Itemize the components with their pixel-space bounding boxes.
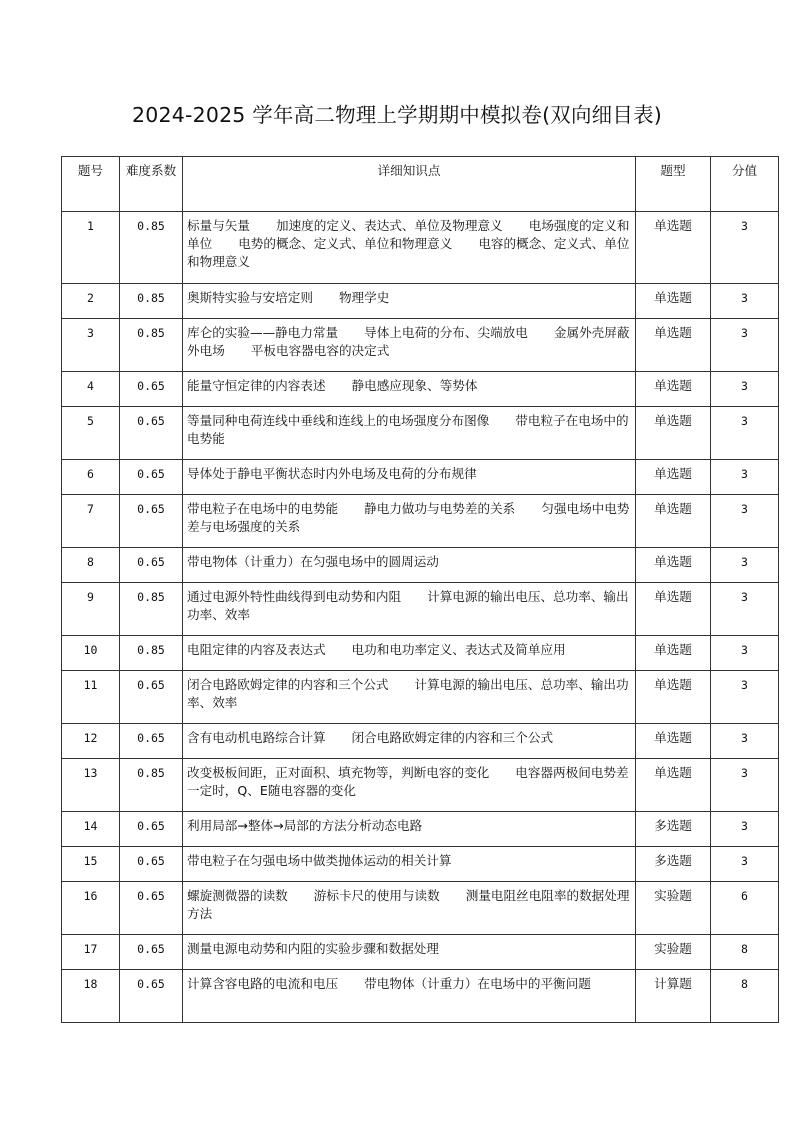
question-number: 14 xyxy=(62,812,120,847)
question-number: 8 xyxy=(62,548,120,583)
table-row xyxy=(62,636,779,671)
knowledge-point: 静电力做功与电势差的关系 xyxy=(364,501,516,516)
header-score: 分值 xyxy=(711,157,779,212)
question-type: 单选题 xyxy=(636,372,711,407)
knowledge-point: 电势的概念、定义式、单位和物理意义 xyxy=(238,236,453,251)
table-row xyxy=(62,583,779,636)
knowledge-point: 电场强度的定义和单位 xyxy=(187,218,630,251)
knowledge-point: 螺旋测微器的读数 xyxy=(187,888,288,903)
question-number: 7 xyxy=(62,495,120,548)
knowledge-point: 闭合电路欧姆定律的内容和三个公式 xyxy=(351,730,554,745)
question-type: 计算题 xyxy=(636,970,711,1023)
difficulty-coefficient: 0.65 xyxy=(120,970,183,1023)
question-number: 2 xyxy=(62,284,120,319)
knowledge-point: 带电物体（计重力）在匀强电场中的圆周运动 xyxy=(187,554,439,569)
question-type: 单选题 xyxy=(636,724,711,759)
score: 3 xyxy=(711,212,779,284)
difficulty-coefficient: 0.65 xyxy=(120,495,183,548)
knowledge-points xyxy=(183,284,636,319)
difficulty-coefficient: 0.85 xyxy=(120,636,183,671)
knowledge-point: 电功和电功率定义、表达式及简单应用 xyxy=(351,642,566,657)
page-title: 2024-2025 学年高二物理上学期期中模拟卷(双向细目表) xyxy=(132,103,662,127)
header-question-type: 题型 xyxy=(636,157,711,212)
question-number: 1 xyxy=(62,212,120,284)
knowledge-points xyxy=(183,460,636,495)
table-row xyxy=(62,759,779,812)
knowledge-point: 导体处于静电平衡状态时内外电场及电荷的分布规律 xyxy=(187,466,477,481)
spec-table xyxy=(61,156,779,1023)
knowledge-points xyxy=(183,724,636,759)
table-row xyxy=(62,372,779,407)
knowledge-point: 奥斯特实验与安培定则 xyxy=(187,290,313,305)
knowledge-point: 库仑的实验——静电力常量 xyxy=(187,325,339,340)
difficulty-coefficient: 0.65 xyxy=(120,548,183,583)
question-type: 单选题 xyxy=(636,407,711,460)
table-row xyxy=(62,671,779,724)
knowledge-point: 电容的概念、定义式、单位和物理意义 xyxy=(187,236,630,269)
knowledge-points xyxy=(183,319,636,372)
knowledge-point: 闭合电路欧姆定律的内容和三个公式 xyxy=(187,677,389,692)
difficulty-coefficient: 0.65 xyxy=(120,724,183,759)
knowledge-point: 测量电源电动势和内阻的实验步骤和数据处理 xyxy=(187,941,439,956)
table-row xyxy=(62,460,779,495)
score: 3 xyxy=(711,759,779,812)
knowledge-point: 平板电容器电容的决定式 xyxy=(250,343,390,358)
knowledge-point: 计算电源的输出电压、总功率、输出功率、效率 xyxy=(187,589,629,622)
knowledge-points xyxy=(183,212,636,284)
table-header-row xyxy=(62,157,779,212)
question-number: 4 xyxy=(62,372,120,407)
knowledge-points xyxy=(183,847,636,882)
question-number: 6 xyxy=(62,460,120,495)
table-row xyxy=(62,407,779,460)
knowledge-point: 通过电源外特性曲线得到电动势和内阻 xyxy=(187,589,402,604)
question-number: 10 xyxy=(62,636,120,671)
difficulty-coefficient: 0.85 xyxy=(120,583,183,636)
question-type: 单选题 xyxy=(636,212,711,284)
knowledge-point: 带电粒子在电场中的电势能 xyxy=(187,501,339,516)
difficulty-coefficient: 0.65 xyxy=(120,882,183,935)
knowledge-points xyxy=(183,583,636,636)
knowledge-point: 能量守恒定律的内容表述 xyxy=(187,378,326,393)
question-type: 单选题 xyxy=(636,284,711,319)
score: 3 xyxy=(711,812,779,847)
knowledge-point: 等量同种电荷连线中垂线和连线上的电场强度分布图像 xyxy=(187,413,490,428)
knowledge-points xyxy=(183,882,636,935)
question-number: 11 xyxy=(62,671,120,724)
question-number: 3 xyxy=(62,319,120,372)
question-number: 9 xyxy=(62,583,120,636)
score: 8 xyxy=(711,935,779,970)
score: 3 xyxy=(711,724,779,759)
question-type: 单选题 xyxy=(636,759,711,812)
knowledge-points xyxy=(183,970,636,1023)
knowledge-points xyxy=(183,372,636,407)
knowledge-point: 导体上电荷的分布、尖端放电 xyxy=(364,325,528,340)
knowledge-point: 改变极板间距，正对面积、填充物等，判断电容的变化 xyxy=(187,765,490,780)
score: 3 xyxy=(711,636,779,671)
knowledge-point: 带电物体（计重力）在电场中的平衡问题 xyxy=(364,976,591,991)
difficulty-coefficient: 0.65 xyxy=(120,812,183,847)
score: 3 xyxy=(711,460,779,495)
question-type: 实验题 xyxy=(636,935,711,970)
knowledge-point: 金属外壳屏蔽外电场 xyxy=(187,325,630,358)
knowledge-points xyxy=(183,407,636,460)
question-type: 多选题 xyxy=(636,847,711,882)
table-row xyxy=(62,319,779,372)
score: 3 xyxy=(711,583,779,636)
score: 3 xyxy=(711,407,779,460)
difficulty-coefficient: 0.85 xyxy=(120,759,183,812)
knowledge-points xyxy=(183,935,636,970)
difficulty-coefficient: 0.65 xyxy=(120,847,183,882)
knowledge-point: 计算电源的输出电压、总功率、输出功率、效率 xyxy=(187,677,629,710)
question-number: 12 xyxy=(62,724,120,759)
question-number: 17 xyxy=(62,935,120,970)
question-number: 15 xyxy=(62,847,120,882)
table-row xyxy=(62,284,779,319)
score: 3 xyxy=(711,495,779,548)
difficulty-coefficient: 0.65 xyxy=(120,671,183,724)
knowledge-points xyxy=(183,548,636,583)
score: 3 xyxy=(711,284,779,319)
header-question-number: 题号 xyxy=(62,157,120,212)
table-row xyxy=(62,935,779,970)
question-number: 18 xyxy=(62,970,120,1023)
question-type: 单选题 xyxy=(636,583,711,636)
question-type: 单选题 xyxy=(636,636,711,671)
question-type: 单选题 xyxy=(636,548,711,583)
knowledge-point: 计算含容电路的电流和电压 xyxy=(187,976,339,991)
question-type: 单选题 xyxy=(636,671,711,724)
difficulty-coefficient: 0.85 xyxy=(120,284,183,319)
score: 3 xyxy=(711,671,779,724)
knowledge-point: 电容器两极间电势差一定时，Q、E随电容器的变化 xyxy=(187,765,629,798)
question-number: 16 xyxy=(62,882,120,935)
difficulty-coefficient: 0.85 xyxy=(120,212,183,284)
knowledge-points xyxy=(183,759,636,812)
table-body xyxy=(62,212,779,1023)
score: 3 xyxy=(711,548,779,583)
score: 3 xyxy=(711,372,779,407)
knowledge-point: 匀强电场中电势差与电场强度的关系 xyxy=(187,501,630,534)
header-knowledge-points: 详细知识点 xyxy=(183,157,636,212)
knowledge-point: 含有电动机电路综合计算 xyxy=(187,730,326,745)
table-row xyxy=(62,847,779,882)
table-row xyxy=(62,212,779,284)
score: 3 xyxy=(711,319,779,372)
score: 6 xyxy=(711,882,779,935)
question-type: 单选题 xyxy=(636,495,711,548)
knowledge-point: 加速度的定义、表达式、单位及物理意义 xyxy=(275,218,503,233)
table-row xyxy=(62,495,779,548)
difficulty-coefficient: 0.65 xyxy=(120,407,183,460)
knowledge-point: 带电粒子在匀强电场中做类抛体运动的相关计算 xyxy=(187,853,452,868)
score: 8 xyxy=(711,970,779,1023)
difficulty-coefficient: 0.65 xyxy=(120,460,183,495)
question-number: 5 xyxy=(62,407,120,460)
table-row xyxy=(62,724,779,759)
header-difficulty: 难度系数 xyxy=(120,157,183,212)
question-type: 实验题 xyxy=(636,882,711,935)
score: 3 xyxy=(711,847,779,882)
table-row xyxy=(62,812,779,847)
table-row xyxy=(62,970,779,1023)
question-type: 多选题 xyxy=(636,812,711,847)
knowledge-point: 静电感应现象、等势体 xyxy=(351,378,478,393)
knowledge-points xyxy=(183,495,636,548)
question-type: 单选题 xyxy=(636,460,711,495)
difficulty-coefficient: 0.85 xyxy=(120,319,183,372)
table-row xyxy=(62,882,779,935)
knowledge-point: 物理学史 xyxy=(338,290,390,305)
knowledge-points xyxy=(183,636,636,671)
knowledge-point: 游标卡尺的使用与读数 xyxy=(313,888,440,903)
knowledge-points xyxy=(183,812,636,847)
knowledge-point: 测量电阻丝电阻率的数据处理方法 xyxy=(187,888,630,921)
question-type: 单选题 xyxy=(636,319,711,372)
knowledge-point: 利用局部→整体→局部的方法分析动态电路 xyxy=(187,818,423,833)
knowledge-points xyxy=(183,671,636,724)
question-number: 13 xyxy=(62,759,120,812)
knowledge-point: 标量与矢量 xyxy=(187,218,250,233)
knowledge-point: 带电粒子在电场中的电势能 xyxy=(187,413,629,446)
difficulty-coefficient: 0.65 xyxy=(120,935,183,970)
knowledge-point: 电阻定律的内容及表达式 xyxy=(187,642,326,657)
difficulty-coefficient: 0.65 xyxy=(120,372,183,407)
table-row xyxy=(62,548,779,583)
